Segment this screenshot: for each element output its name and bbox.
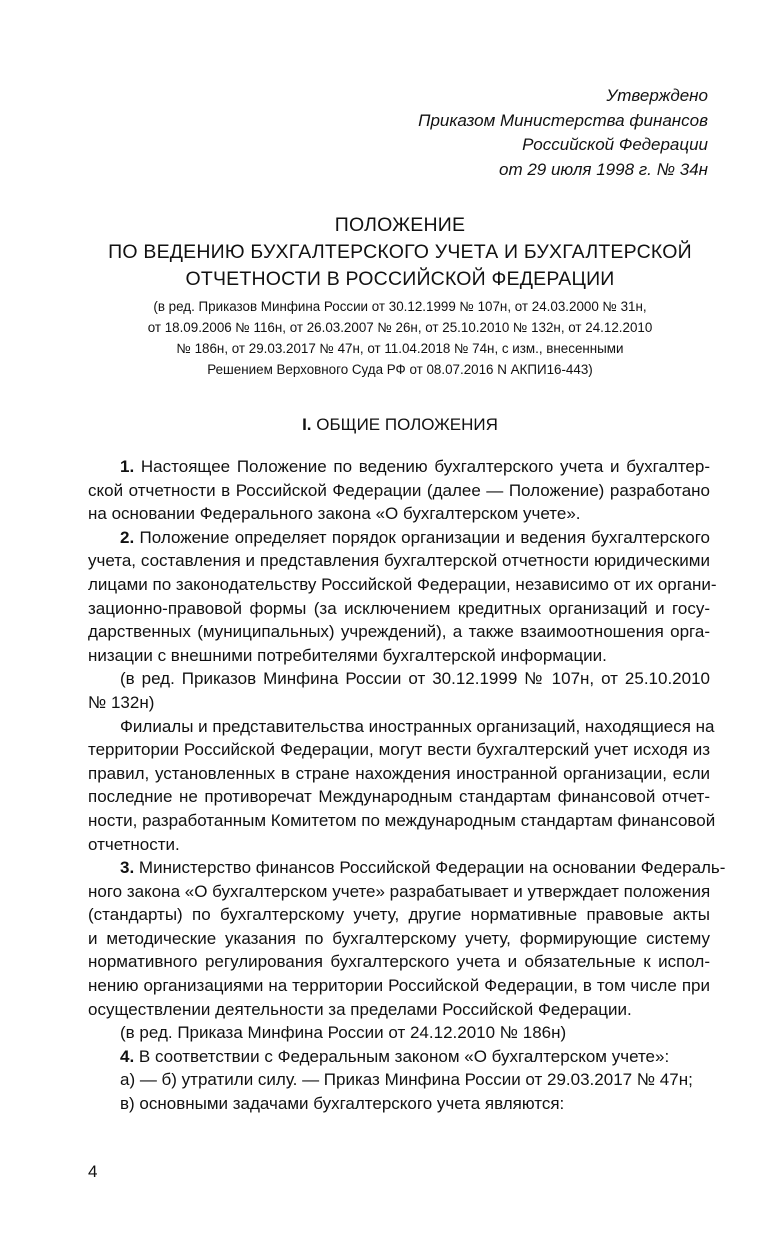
paragraph-line: а) — б) утратили силу. — Приказ Минфина России от 29.03.2017 № 47н; <box>120 1070 693 1090</box>
paragraph-line: низации с внешними потребителями бухгалтерской информации. <box>88 645 607 665</box>
paragraph-number: 2. <box>120 527 135 547</box>
title-line: ПО ВЕДЕНИЮ БУХГАЛТЕРСКОГО УЧЕТА И БУХГАЛТЕРСКОЙ <box>108 241 692 263</box>
paragraph-line: нормативного регулирования бухгалтерского учета и обязательные к испол- <box>88 952 710 972</box>
paragraph-line: последние не противоречат Международным стандартам финансовой отчет- <box>88 787 710 807</box>
paragraph-line: ного закона «О бухгалтерском учете» разрабатывает и утверждает положения <box>88 881 711 901</box>
amendment-line: от 18.09.2006 № 116н, от 26.03.2007 № 26н, от 25.10.2010 № 132н, от 24.12.2010 <box>147 320 653 335</box>
paragraph-line: зационно-правовой формы (за исключением кредитных организаций и госу- <box>88 598 710 618</box>
paragraph-line: на основании Федерального закона «О бухгалтерском учете». <box>88 504 581 524</box>
amendment-line: Решением Верховного Суда РФ от 08.07.2016 N АКПИ16-443) <box>207 362 593 377</box>
paragraph-line: правил, установленных в стране нахождения иностранной организации, если <box>88 763 710 783</box>
paragraph-line: 1. Настоящее Положение по ведению бухгалтерского учета и бухгалтер- <box>120 457 710 476</box>
paragraph-line: (стандарты) по бухгалтерскому учету, другие нормативные правовые акты <box>88 905 710 925</box>
section-title: ОБЩИЕ ПОЛОЖЕНИЯ <box>316 415 498 434</box>
paragraph-line: отчетности. <box>88 834 180 854</box>
paragraph-line: 2. Положение определяет порядок организации и ведения бухгалтерского <box>120 527 710 547</box>
approval-line: от 29 июля 1998 г. № 34н <box>499 159 708 179</box>
title-line: ПОЛОЖЕНИЕ <box>334 214 466 236</box>
amendments-note <box>90 296 710 380</box>
approval-line: Приказом Министерства финансов <box>418 110 708 130</box>
paragraph-line: № 132н) <box>88 692 155 712</box>
paragraph-line: дарственных (муниципальных) учреждений), а также взаимоотношения орга- <box>88 622 710 642</box>
amendment-line: № 186н, от 29.03.2017 № 47н, от 11.04.2018 № 74н, с изм., внесенными <box>176 341 624 356</box>
paragraph-line: учета, составления и представления бухгалтерской отчетности юридическими <box>88 551 710 571</box>
paragraph-line: лицами по законодательству Российской Федерации, независимо от их органи- <box>88 574 717 594</box>
body-text <box>88 455 726 1116</box>
title-line: ОТЧЕТНОСТИ В РОССИЙСКОЙ ФЕДЕРАЦИИ <box>185 268 615 290</box>
paragraph-line: (в ред. Приказов Минфина России от 30.12.1999 № 107н, от 25.10.2010 <box>120 669 710 689</box>
paragraph-line: осуществлении деятельности за пределами Российской Федерации. <box>88 999 632 1019</box>
page-number: 4 <box>88 1162 98 1181</box>
paragraph-line: Филиалы и представительства иностранных организаций, находящиеся на <box>120 716 715 736</box>
paragraph-number: 3. <box>120 858 135 878</box>
amendment-line: (в ред. Приказов Минфина России от 30.12.1999 № 107н, от 24.03.2000 № 31н, <box>153 299 647 314</box>
paragraph-line: в) основными задачами бухгалтерского учета являются: <box>120 1094 565 1114</box>
approval-block <box>288 84 708 182</box>
paragraph-line: ности, разработанным Комитетом по международным стандартам финансовой <box>88 810 716 830</box>
paragraph-line: территории Российской Федерации, могут вести бухгалтерский учет исходя из <box>88 740 710 760</box>
approval-line: Утверждено <box>606 86 708 105</box>
paragraph-line: нению организациями на территории Российской Федерации, в том числе при <box>88 976 710 996</box>
paragraph-line: (в ред. Приказа Минфина России от 24.12.2010 № 186н) <box>120 1023 567 1043</box>
paragraph-line: и методические указания по бухгалтерскому учету, формирующие систему <box>88 928 710 948</box>
document-title <box>90 212 710 293</box>
paragraph-line: ской отчетности в Российской Федерации (далее — Положение) разработано <box>88 480 710 500</box>
paragraph-number: 1. <box>120 457 135 476</box>
section-heading <box>90 412 710 438</box>
approval-line: Российской Федерации <box>522 135 708 154</box>
section-number: I. <box>302 415 312 434</box>
paragraph-line: 4. В соответствии с Федеральным законом «О бухгалтерском учете»: <box>120 1046 670 1066</box>
paragraph-line: 3. Министерство финансов Российской Федерации на основании Федераль- <box>120 858 726 878</box>
paragraph-number: 4. <box>120 1046 135 1066</box>
